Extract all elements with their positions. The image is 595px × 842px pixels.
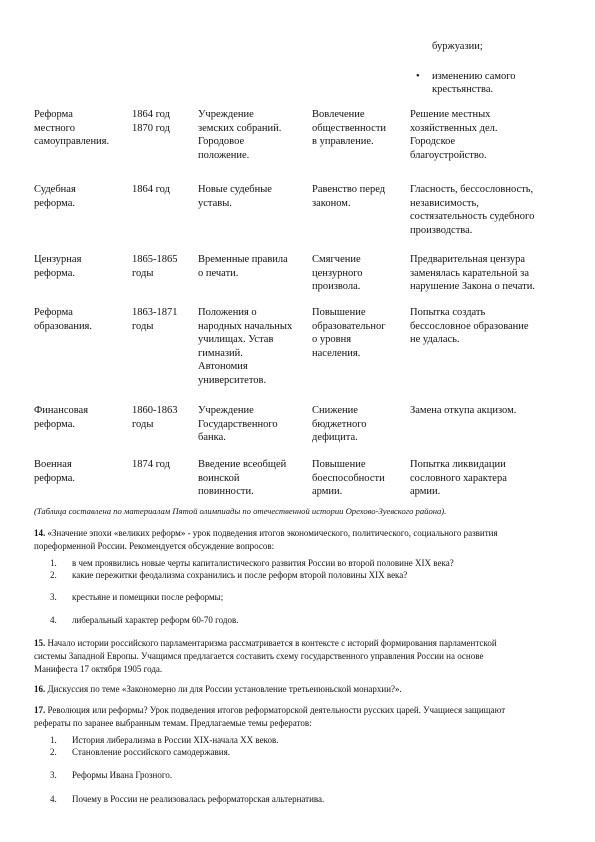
goal-cell — [312, 108, 404, 149]
document-cell — [198, 183, 306, 210]
paragraph-text: рефераты по заранее выбранным темам. Предлагаемые темы рефератов: — [34, 718, 312, 728]
list-text: в чем проявились новые черты капиталистического развития России во второй половине XIX века? — [72, 558, 454, 568]
cell-line: благоустройство. — [410, 149, 487, 161]
cell-line: гимназий. — [198, 347, 243, 359]
cell-line: 1864 год — [132, 109, 170, 120]
cell-line: университетов. — [198, 374, 267, 386]
paragraph-number: 17. — [34, 705, 46, 715]
paragraph-14 — [34, 527, 564, 553]
date-cell — [132, 458, 194, 472]
cell-line: реформа. — [34, 197, 76, 209]
cell-line: Временные правила — [198, 254, 288, 265]
cell-line: Городовое — [198, 136, 245, 147]
cell-line: производства. — [410, 224, 473, 236]
result-cell — [410, 183, 570, 237]
cell-line: хозяйственных дел. — [410, 122, 498, 134]
cell-line: Попытка создать — [410, 307, 486, 318]
cell-line: населения. — [312, 347, 361, 359]
list-text: крестьяне и помещики после реформы; — [72, 592, 224, 602]
cell-line: Положения о — [198, 307, 257, 318]
cell-line: местного — [34, 122, 75, 134]
paragraph-text: системы Западной Европы. Учащимся предлагается составить схему государственного управления России на основе — [34, 651, 484, 661]
list-item — [50, 569, 407, 581]
cell-line: независимость, — [410, 197, 479, 209]
cell-line: 1864 год — [132, 184, 170, 195]
list-item — [50, 614, 238, 626]
paragraph-text: Революция или реформы? Урок подведения итогов реформаторской деятельности русских царей. Учащиеся защищают — [45, 705, 506, 715]
list-item — [50, 769, 172, 781]
paragraph-16 — [34, 683, 564, 696]
cell-line: 1863-1871 — [132, 307, 178, 318]
cell-line: Военная — [34, 459, 72, 470]
cell-line: о печати. — [198, 267, 239, 279]
cell-line: в управление. — [312, 136, 374, 147]
cell-line: не удалась. — [410, 334, 460, 345]
cell-line: Введение всеобщей — [198, 459, 287, 470]
cell-line: Автономия — [198, 361, 248, 372]
date-cell — [132, 108, 194, 135]
cell-line: земских собраний. — [198, 122, 282, 134]
cell-line: Попытка ликвидации — [410, 459, 506, 470]
cell-line: Вовлечение — [312, 109, 365, 120]
cell-line: образовательног — [312, 320, 386, 332]
cell-line: общественности — [312, 122, 387, 134]
cell-line: банка. — [198, 432, 226, 443]
cell-line: боеспособности — [312, 472, 385, 484]
cell-line: Финансовая — [34, 405, 89, 416]
cell-line: Цензурная — [34, 254, 82, 265]
list-text: какие пережитки феодализма сохранились и после реформ второй половины XIX века? — [72, 570, 408, 580]
cell-line: Решение местных — [410, 109, 491, 120]
cell-line: бюджетного — [312, 418, 367, 430]
date-cell — [132, 183, 194, 197]
paragraph-text: Манифеста 17 октября 1905 года. — [34, 664, 163, 674]
goal-cell — [312, 253, 404, 294]
cell-line: уставы. — [198, 197, 232, 209]
list-item — [50, 746, 230, 758]
paragraph-17 — [34, 704, 564, 730]
cell-line: Государственного — [198, 418, 278, 430]
paragraph-text: «Значение эпохи «великих реформ» - урок подведения итогов экономического, политического, социального развития — [45, 528, 498, 538]
cell-line: Снижение — [312, 405, 358, 416]
paragraph-number: 14. — [34, 528, 46, 538]
cell-line: Городское — [410, 136, 456, 147]
list-text: Почему в России не реализовалась реформаторская альтернатива. — [72, 794, 325, 804]
paragraph-15 — [34, 637, 564, 676]
reform-name-cell — [34, 306, 126, 333]
cell-line: 1865-1865 — [132, 254, 178, 265]
result-cell — [410, 306, 570, 347]
goal-cell — [312, 183, 404, 210]
table-caption: (Таблица составлена по материалам Пятой олимпиады по отечественной истории Орехово-Зуевского района). — [34, 506, 447, 516]
result-cell — [410, 253, 570, 294]
paragraph-text: пореформенной России. Рекомендуется обсуждение вопросов: — [34, 541, 275, 551]
date-cell — [132, 404, 194, 431]
reform-name-cell — [34, 458, 126, 485]
cell-line: о уровня — [312, 334, 352, 345]
cell-line: 1860-1863 — [132, 405, 178, 416]
cell-line: училищах. Устав — [198, 334, 274, 345]
list-text: Становление российского самодержавия. — [72, 747, 230, 757]
cell-line: Гласность, бессословность, — [410, 184, 534, 195]
document-cell — [198, 306, 306, 387]
goal-cell — [312, 404, 404, 445]
cell-line: годы — [132, 320, 154, 332]
document-cell — [198, 404, 306, 445]
date-cell — [132, 306, 194, 333]
reform-name-cell — [34, 108, 126, 149]
cell-line: реформа. — [34, 418, 76, 430]
cell-line: Реформа — [34, 307, 73, 318]
cell-line: нарушение Закона о печати. — [410, 281, 535, 292]
cell-line: Судебная — [34, 184, 76, 195]
continuation-text: буржуазии; — [432, 41, 483, 52]
reform-name-cell — [34, 253, 126, 280]
document-cell — [198, 458, 306, 499]
cell-line: сословного характера — [410, 472, 507, 484]
reform-name-cell — [34, 404, 126, 431]
cell-line: образования. — [34, 320, 93, 332]
cell-line: годы — [132, 418, 154, 430]
goal-cell — [312, 306, 404, 360]
date-cell — [132, 253, 194, 280]
bullet-item — [412, 70, 516, 97]
goal-cell — [312, 458, 404, 499]
cell-line: 1874 год — [132, 459, 170, 470]
cell-line: Замена откупа акцизом. — [410, 405, 517, 416]
list-item — [50, 734, 278, 746]
result-cell — [410, 458, 570, 499]
cell-line: Смягчение — [312, 254, 361, 265]
cell-line: реформа. — [34, 267, 76, 279]
list-text: Реформы Ивана Грозного. — [72, 770, 173, 780]
paragraph-number: 15. — [34, 638, 46, 648]
cell-line: Учреждение — [198, 405, 254, 416]
list-number: 2. — [50, 747, 57, 757]
paragraph-text: Начало истории российского парламентаризма рассматривается в контексте с историй формирования парламентской — [45, 638, 497, 648]
list-text: либеральный характер реформ 60-70 годов. — [72, 615, 239, 625]
cell-line: повинности. — [198, 486, 254, 497]
list-number: 4. — [50, 615, 57, 625]
document-cell — [198, 108, 306, 162]
cell-line: армии. — [410, 486, 441, 497]
list-item — [50, 557, 454, 569]
cell-line: самоуправления. — [34, 136, 110, 147]
document-cell — [198, 253, 306, 280]
list-number: 3. — [50, 770, 57, 780]
cell-line: состязательность судебного — [410, 211, 535, 222]
bullet-line: • изменению самого — [432, 70, 516, 82]
cell-line: произвола. — [312, 281, 361, 292]
cell-line: Реформа — [34, 109, 73, 120]
paragraph-text: Дискуссия по теме «Закономерно ли для России установление третьеиюньской монархии?». — [45, 684, 402, 694]
list-number: 3. — [50, 592, 57, 602]
list-number: 1. — [50, 735, 57, 745]
list-text: История либерализма в России XIX-начала XX веков. — [72, 735, 279, 745]
cell-line: Учреждение — [198, 109, 254, 120]
list-item — [50, 793, 324, 805]
list-item — [50, 591, 223, 603]
cell-line: Повышение — [312, 307, 366, 318]
cell-line: заменялась карательной за — [410, 267, 529, 279]
cell-line: законом. — [312, 197, 351, 209]
cell-line: 1870 год — [132, 122, 170, 134]
result-cell — [410, 108, 570, 162]
list-number: 1. — [50, 558, 57, 568]
list-number: 4. — [50, 794, 57, 804]
cell-line: реформа. — [34, 472, 76, 484]
cell-line: Предварительная цензура — [410, 254, 526, 265]
cell-line: бессословное образование — [410, 320, 529, 332]
continued-bullet-list — [412, 40, 516, 97]
cell-line: Повышение — [312, 459, 366, 470]
result-cell — [410, 404, 570, 418]
cell-line: годы — [132, 267, 154, 279]
cell-line: цензурного — [312, 267, 363, 279]
cell-line: народных начальных — [198, 320, 293, 332]
cell-line: дефицита. — [312, 432, 358, 443]
list-number: 2. — [50, 570, 57, 580]
cell-line: армии. — [312, 486, 343, 497]
cell-line: воинской — [198, 472, 240, 484]
paragraph-number: 16. — [34, 684, 46, 694]
cell-line: Новые судебные — [198, 184, 272, 195]
cell-line: Равенство перед — [312, 184, 386, 195]
cell-line: положение. — [198, 149, 250, 161]
reform-name-cell — [34, 183, 126, 210]
bullet-line: крестьянства. — [432, 84, 494, 95]
